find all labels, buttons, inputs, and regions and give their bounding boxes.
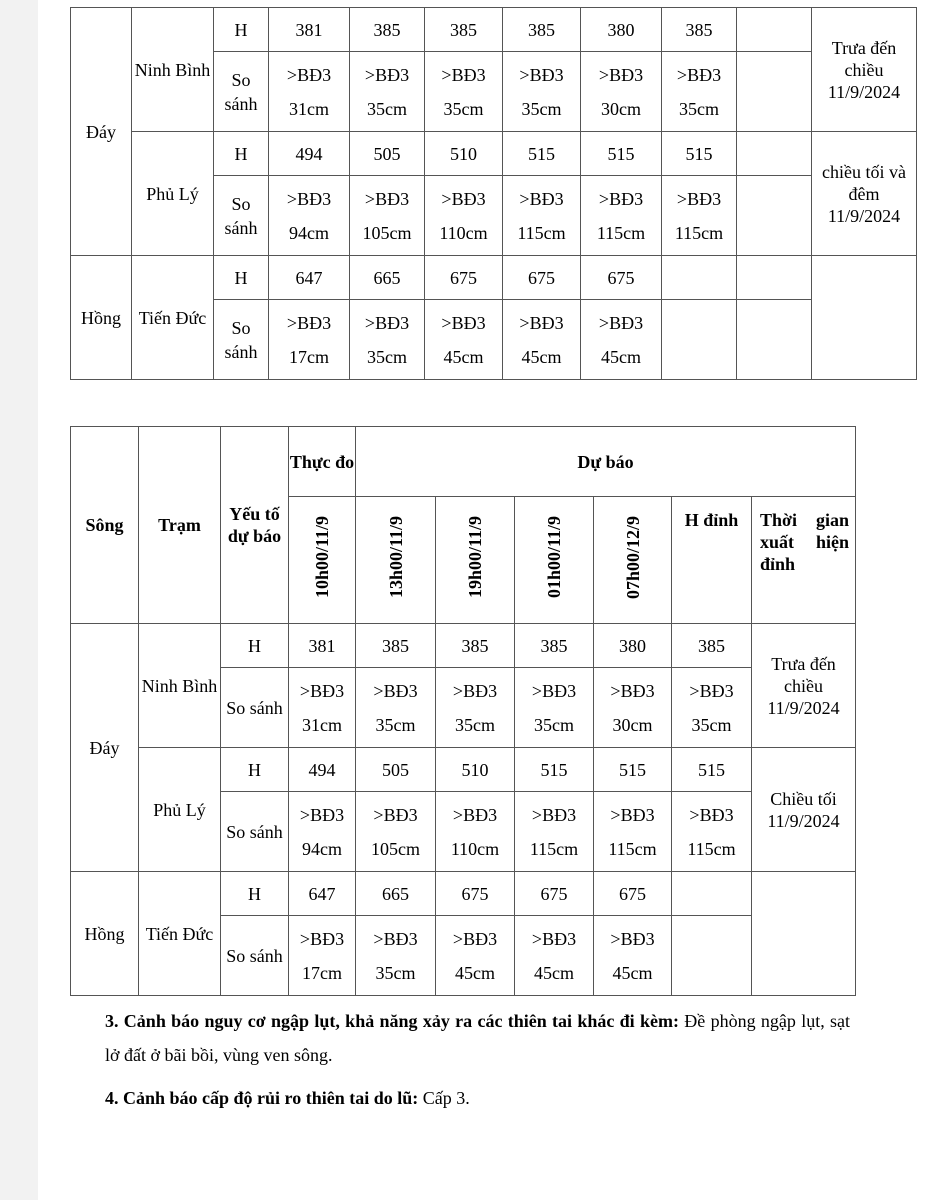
factor-compare-label: So sánh [221,792,289,872]
water-level-cell: 675 [581,256,662,300]
water-level-cell: 675 [515,872,594,916]
peak-time-cell: Trưa đến chiều 11/9/2024 [752,624,856,748]
water-level-cell: 510 [425,132,503,176]
comparison-cell: >BĐ3 45cm [503,300,581,380]
water-level-cell: 515 [581,132,662,176]
section-4-heading: 4. Cảnh báo cấp độ rủi ro thiên tai do lũ: [105,1088,419,1108]
river-cell: Đáy [71,624,139,872]
comparison-cell: >BĐ3 45cm [594,916,672,996]
water-level-cell: 494 [269,132,350,176]
factor-compare-label: So sánh [214,300,269,380]
station-cell: Phủ Lý [139,748,221,872]
section-3-paragraph [105,1004,850,1072]
comparison-cell: >BĐ3 115cm [515,792,594,872]
water-level-cell: 385 [503,8,581,52]
blank-cell [737,256,812,300]
water-level-cell: 675 [425,256,503,300]
blank-cell [737,52,812,132]
comparison-cell: >BĐ3 45cm [436,916,515,996]
water-level-cell: 665 [356,872,436,916]
factor-h-label: H [221,872,289,916]
water-level-cell [662,256,737,300]
factor-h-label: H [214,256,269,300]
water-level-cell: 380 [581,8,662,52]
water-level-cell: 675 [436,872,515,916]
comparison-cell: >BĐ3 35cm [350,300,425,380]
water-level-cell [672,872,752,916]
blank-cell [737,8,812,52]
station-cell: Tiến Đức [132,256,214,380]
river-cell: Hồng [71,256,132,380]
header-time-2: 19h00/11/9 [436,497,515,624]
water-level-cell: 675 [503,256,581,300]
peak-time-cell: Chiều tối 11/9/2024 [752,748,856,872]
comparison-cell: >BĐ3 94cm [269,176,350,256]
section-3-heading: 3. Cảnh báo nguy cơ ngập lụt, khả năng xảy ra các thiên tai khác đi kèm: [105,1011,679,1031]
comparison-cell: >BĐ3 45cm [581,300,662,380]
comparison-cell: >BĐ3 35cm [350,52,425,132]
header-time-0: 10h00/11/9 [289,497,356,624]
comparison-cell: >BĐ3 30cm [594,668,672,748]
water-level-cell: 385 [350,8,425,52]
comparison-cell: >BĐ3 110cm [436,792,515,872]
header-station: Trạm [139,427,221,624]
header-river: Sông [71,427,139,624]
water-level-cell: 675 [594,872,672,916]
comparison-cell: >BĐ3 45cm [515,916,594,996]
water-level-cell: 385 [425,8,503,52]
comparison-cell: >BĐ3 35cm [503,52,581,132]
peak-time-cell [812,256,917,380]
forecast-table [70,426,856,996]
river-cell: Hồng [71,872,139,996]
factor-h-label: H [221,624,289,668]
comparison-cell: >BĐ3 35cm [356,668,436,748]
comparison-cell: >BĐ3 94cm [289,792,356,872]
peak-time-cell: chiều tối và đêm 11/9/2024 [812,132,917,256]
comparison-cell: >BĐ3 115cm [594,792,672,872]
comparison-cell: >BĐ3 105cm [356,792,436,872]
comparison-cell: >BĐ3 115cm [581,176,662,256]
comparison-cell: >BĐ3 105cm [350,176,425,256]
water-level-cell: 385 [672,624,752,668]
station-cell: Phủ Lý [132,132,214,256]
water-level-cell: 515 [662,132,737,176]
water-level-cell: 515 [515,748,594,792]
header-forecast: Dự báo [356,427,856,497]
water-level-cell: 505 [350,132,425,176]
header-time-3: 01h00/11/9 [515,497,594,624]
comparison-cell: >BĐ3 115cm [662,176,737,256]
factor-compare-label: So sánh [214,52,269,132]
water-level-cell: 515 [594,748,672,792]
station-cell: Ninh Bình [132,8,214,132]
comparison-cell: >BĐ3 35cm [425,52,503,132]
factor-h-label: H [214,132,269,176]
comparison-cell: >BĐ3 35cm [515,668,594,748]
header-peak: H đỉnh [672,497,752,624]
header-peak-time: Thời gian xuất hiện đỉnh [752,497,856,624]
water-level-cell: 505 [356,748,436,792]
water-level-cell: 380 [594,624,672,668]
factor-compare-label: So sánh [221,668,289,748]
header-time-4: 07h00/12/9 [594,497,672,624]
station-cell: Ninh Bình [139,624,221,748]
water-level-cell: 494 [289,748,356,792]
comparison-cell: >BĐ3 115cm [503,176,581,256]
comparison-cell: >BĐ3 110cm [425,176,503,256]
blank-cell [737,176,812,256]
water-level-cell: 385 [436,624,515,668]
factor-compare-label: So sánh [214,176,269,256]
peak-time-cell: Trưa đến chiều 11/9/2024 [812,8,917,132]
comparison-cell: >BĐ3 35cm [662,52,737,132]
water-level-cell: 665 [350,256,425,300]
comparison-cell: >BĐ3 31cm [289,668,356,748]
station-cell: Tiến Đức [139,872,221,996]
water-level-cell: 385 [662,8,737,52]
factor-h-label: H [214,8,269,52]
river-cell: Đáy [71,8,132,256]
water-level-cell: 385 [515,624,594,668]
factor-compare-label: So sánh [221,916,289,996]
section-3-text: Đề phòng ngập lụt, sạt lở đất ở bãi bồi, vùng ven sông. [105,1011,850,1065]
forecast-table-continued [70,7,917,380]
comparison-cell: >BĐ3 17cm [269,300,350,380]
water-level-cell: 647 [289,872,356,916]
water-level-cell: 515 [672,748,752,792]
comparison-cell: >BĐ3 30cm [581,52,662,132]
section-4-paragraph [105,1081,850,1115]
water-level-cell: 515 [503,132,581,176]
blank-cell [737,132,812,176]
header-factor: Yếu tố dự báo [221,427,289,624]
comparison-cell: >BĐ3 31cm [269,52,350,132]
comparison-cell: >BĐ3 35cm [356,916,436,996]
section-4-text: Cấp 3. [418,1088,470,1108]
blank-cell [737,300,812,380]
water-level-cell: 381 [289,624,356,668]
comparison-cell: >BĐ3 17cm [289,916,356,996]
water-level-cell: 381 [269,8,350,52]
header-measured: Thực đo [289,427,356,497]
comparison-cell [662,300,737,380]
header-time-1: 13h00/11/9 [356,497,436,624]
comparison-cell: >BĐ3 35cm [672,668,752,748]
peak-time-cell [752,872,856,996]
factor-h-label: H [221,748,289,792]
comparison-cell: >BĐ3 35cm [436,668,515,748]
comparison-cell [672,916,752,996]
comparison-cell: >BĐ3 115cm [672,792,752,872]
water-level-cell: 510 [436,748,515,792]
water-level-cell: 647 [269,256,350,300]
comparison-cell: >BĐ3 45cm [425,300,503,380]
water-level-cell: 385 [356,624,436,668]
